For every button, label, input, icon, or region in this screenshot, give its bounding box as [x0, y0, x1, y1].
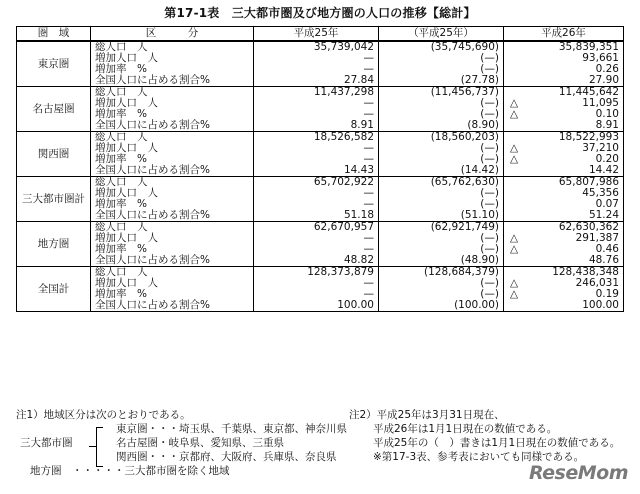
value-h25: 11,437,298 — [254, 87, 379, 99]
region-name: 全国計 — [17, 267, 91, 312]
value-h25-jan: (11,456,737) — [379, 87, 504, 99]
decrease-triangle: △ — [510, 97, 519, 109]
value-h25-jan: (62,921,749) — [379, 222, 504, 234]
row-label: 増加人口 人 — [91, 53, 254, 64]
value-h25: 35,739,042 — [254, 41, 379, 53]
decrease-triangle: △ — [510, 142, 519, 154]
value-h26: 62,630,362 — [558, 221, 619, 233]
value-h25: — — [254, 199, 379, 210]
value-h25: 18,526,582 — [254, 132, 379, 144]
row-label: 増加人口 人 — [91, 98, 254, 109]
row-label: 総人口 人 — [91, 177, 254, 189]
decrease-triangle: △ — [510, 288, 519, 300]
value-h26-cell — [504, 300, 624, 312]
region-name: 三大都市圏計 — [17, 177, 91, 222]
value-h25: — — [254, 109, 379, 120]
table-row — [17, 255, 624, 267]
table-row — [17, 120, 624, 132]
notes-dates — [349, 408, 620, 464]
decrease-triangle: △ — [510, 232, 519, 244]
value-h26: 100.00 — [582, 299, 619, 311]
value-h25-jan: (—) — [379, 233, 504, 244]
note-2-line-2: 平成26年は1月1日現在の数値である。 — [373, 423, 558, 435]
column-header: （平成25年） — [379, 27, 504, 42]
table-row — [17, 210, 624, 222]
row-label: 全国人口に占める割合% — [91, 210, 254, 222]
table-row — [17, 165, 624, 177]
region-name: 地方圏 — [17, 222, 91, 267]
value-h26: 93,661 — [582, 52, 619, 64]
table-row — [17, 300, 624, 312]
table-title: 第17-1表 三大都市圏及び地方圏の人口の推移【総計】 — [164, 6, 476, 20]
header-row — [17, 27, 624, 42]
value-h25: — — [254, 143, 379, 154]
row-label: 増加人口 人 — [91, 278, 254, 289]
value-h26-cell — [504, 165, 624, 177]
column-header: 区 分 — [91, 27, 254, 42]
decrease-triangle: △ — [510, 243, 519, 255]
value-h25-jan: (—) — [379, 53, 504, 64]
value-h26-cell — [504, 120, 624, 132]
decrease-triangle: △ — [510, 277, 519, 289]
value-h25-jan: (51.10) — [379, 210, 504, 222]
row-label: 総人口 人 — [91, 222, 254, 234]
value-h25: — — [254, 98, 379, 109]
value-h25-jan: (128,684,379) — [379, 267, 504, 279]
value-h25: — — [254, 278, 379, 289]
row-label: 総人口 人 — [91, 267, 254, 279]
value-h26: 65,807,986 — [558, 176, 619, 188]
bracket-line — [96, 427, 103, 467]
row-label: 全国人口に占める割合% — [91, 165, 254, 177]
row-label: 増加人口 人 — [91, 143, 254, 154]
row-label: 増加率 % — [91, 244, 254, 255]
note-1: 注1）地域区分は次のとおりである。 — [16, 409, 191, 421]
value-h25: 62,670,957 — [254, 222, 379, 234]
value-h25-jan: (100.00) — [379, 300, 504, 312]
value-h25: — — [254, 53, 379, 64]
decrease-triangle: △ — [510, 153, 519, 165]
value-h26: 0.20 — [595, 153, 619, 165]
row-label: 全国人口に占める割合% — [91, 120, 254, 132]
value-h25-jan: (—) — [379, 199, 504, 210]
value-h25-jan: (27.78) — [379, 75, 504, 87]
column-header: 平成26年 — [504, 27, 624, 42]
row-label: 全国人口に占める割合% — [91, 255, 254, 267]
value-h26: 291,387 — [575, 232, 619, 244]
row-label: 増加率 % — [91, 199, 254, 210]
value-h25: 51.18 — [254, 210, 379, 222]
value-h25-jan: (48.90) — [379, 255, 504, 267]
value-h25-jan: (—) — [379, 244, 504, 255]
value-h25: 100.00 — [254, 300, 379, 312]
value-h26-cell — [504, 75, 624, 87]
table-row — [17, 75, 624, 87]
value-h25: — — [254, 244, 379, 255]
value-h25-jan: (—) — [379, 98, 504, 109]
row-label: 全国人口に占める割合% — [91, 300, 254, 312]
decrease-triangle: △ — [510, 108, 519, 120]
note-2: 注2）平成25年は3月31日現在、 — [349, 409, 505, 421]
note-kansai: 関西圏・・・京都府、大阪府、兵庫県、奈良県 — [116, 451, 337, 463]
value-h26: 14.42 — [588, 164, 619, 176]
value-h26: 0.26 — [595, 63, 619, 75]
value-h26: 37,210 — [582, 142, 619, 154]
value-h25-jan: (—) — [379, 154, 504, 165]
value-h26: 45,356 — [582, 187, 619, 199]
table-body — [17, 41, 624, 312]
notes-region-definitions — [16, 408, 347, 478]
note-local: 地方圏 ・・・・・三大都市圏を除く地域 — [30, 465, 230, 477]
value-h25: — — [254, 289, 379, 300]
value-h25: 128,373,879 — [254, 267, 379, 279]
value-h25-jan: (—) — [379, 278, 504, 289]
value-h26-cell — [504, 255, 624, 267]
value-h25: — — [254, 188, 379, 199]
value-h26: 0.46 — [595, 243, 619, 255]
note-tokyo: 東京圏・・・埼玉県、千葉県、東京都、神奈川県 — [116, 423, 347, 435]
value-h25: 8.91 — [254, 120, 379, 132]
resemom-logo: ReseMom — [528, 462, 628, 484]
population-table — [16, 26, 624, 312]
region-name: 名古屋圏 — [17, 87, 91, 132]
column-header: 圏 域 — [17, 27, 91, 42]
value-h25-jan: (14.42) — [379, 165, 504, 177]
row-label: 全国人口に占める割合% — [91, 75, 254, 87]
value-h25: — — [254, 154, 379, 165]
value-h25: — — [254, 64, 379, 75]
value-h26: 128,438,348 — [552, 266, 619, 278]
note-major-label: 三大都市圏 — [20, 437, 73, 449]
value-h25-jan: (18,560,203) — [379, 132, 504, 144]
value-h25-jan: (—) — [379, 188, 504, 199]
value-h25-jan: (65,762,630) — [379, 177, 504, 189]
value-h26-cell — [504, 210, 624, 222]
value-h25: 14.43 — [254, 165, 379, 177]
value-h26: 0.10 — [595, 108, 619, 120]
row-label: 増加人口 人 — [91, 233, 254, 244]
row-label: 増加率 % — [91, 154, 254, 165]
row-label: 増加人口 人 — [91, 188, 254, 199]
value-h26: 0.07 — [595, 198, 619, 210]
value-h26: 51.24 — [588, 209, 619, 221]
row-label: 総人口 人 — [91, 41, 254, 53]
value-h25: 65,702,922 — [254, 177, 379, 189]
value-h25-jan: (8.90) — [379, 120, 504, 132]
value-h25-jan: (—) — [379, 109, 504, 120]
column-header: 平成25年 — [254, 27, 379, 42]
note-nagoya: 名古屋圏・岐阜県、愛知県、三重県 — [116, 437, 284, 449]
value-h25: — — [254, 233, 379, 244]
value-h25: 27.84 — [254, 75, 379, 87]
bracket-tick — [89, 446, 96, 447]
value-h25-jan: (35,745,690) — [379, 41, 504, 53]
row-label: 総人口 人 — [91, 132, 254, 144]
value-h26: 35,839,351 — [558, 41, 619, 53]
value-h26: 246,031 — [575, 277, 619, 289]
row-label: 総人口 人 — [91, 87, 254, 99]
value-h25-jan: (—) — [379, 64, 504, 75]
note-2-line-4: ※第17-3表、参考表においても同様である。 — [373, 451, 585, 463]
value-h26: 18,522,993 — [558, 131, 619, 143]
row-label: 増加率 % — [91, 109, 254, 120]
value-h25: 48.82 — [254, 255, 379, 267]
row-label: 増加率 % — [91, 64, 254, 75]
row-label: 増加率 % — [91, 289, 254, 300]
note-major-row — [16, 436, 347, 450]
note-2-line-3: 平成25年の（ ）書きは1月1日現在の数値である。 — [373, 437, 621, 449]
value-h26: 27.90 — [588, 74, 619, 86]
value-h25-jan: (—) — [379, 143, 504, 154]
value-h26: 11,445,642 — [558, 86, 619, 98]
value-h26: 0.19 — [595, 288, 619, 300]
region-name: 関西圏 — [17, 132, 91, 177]
value-h26: 11,095 — [582, 97, 619, 109]
region-name: 東京圏 — [17, 41, 91, 87]
value-h26: 8.91 — [595, 119, 619, 131]
value-h25-jan: (—) — [379, 289, 504, 300]
value-h26: 48.76 — [588, 254, 619, 266]
